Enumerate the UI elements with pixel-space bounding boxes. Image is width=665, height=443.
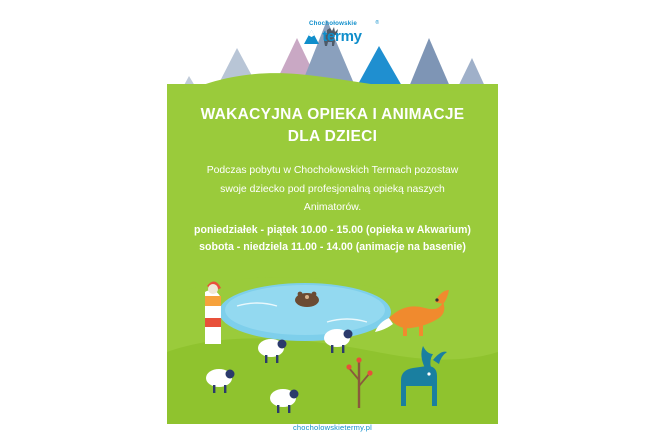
poster [167, 6, 498, 437]
bear-icon [295, 292, 319, 307]
logo-main [285, 29, 381, 44]
mountain-logo-icon [304, 30, 319, 44]
lake [219, 283, 391, 341]
logo-registered-mark: ® [375, 20, 379, 26]
hours-line-weekend: sobota - niedziela 11.00 - 14.00 (animacje na basenie) [199, 241, 466, 253]
logo-top-text: Chochołowskie [309, 20, 357, 27]
illustration-scene [167, 256, 498, 424]
opening-hours [185, 222, 480, 256]
logo[interactable] [285, 20, 381, 54]
footer-url[interactable]: chocholowskietermy.pl [292, 423, 373, 432]
hours-line-weekday: poniedziałek - piątek 10.00 - 15.00 (opieka w Akwarium) [194, 224, 471, 236]
body-copy: Podczas pobytu w Chochołowskich Termach pozostaw swoje dziecko pod profesjonalną opieką naszych Animatorów. [206, 165, 459, 213]
headline [187, 104, 478, 148]
headline-line-2: DLA DZIECI [287, 128, 378, 145]
logo-word: termy [322, 28, 362, 45]
headline-line-1: WAKACYJNA OPIEKA I ANIMACJE [200, 106, 465, 123]
